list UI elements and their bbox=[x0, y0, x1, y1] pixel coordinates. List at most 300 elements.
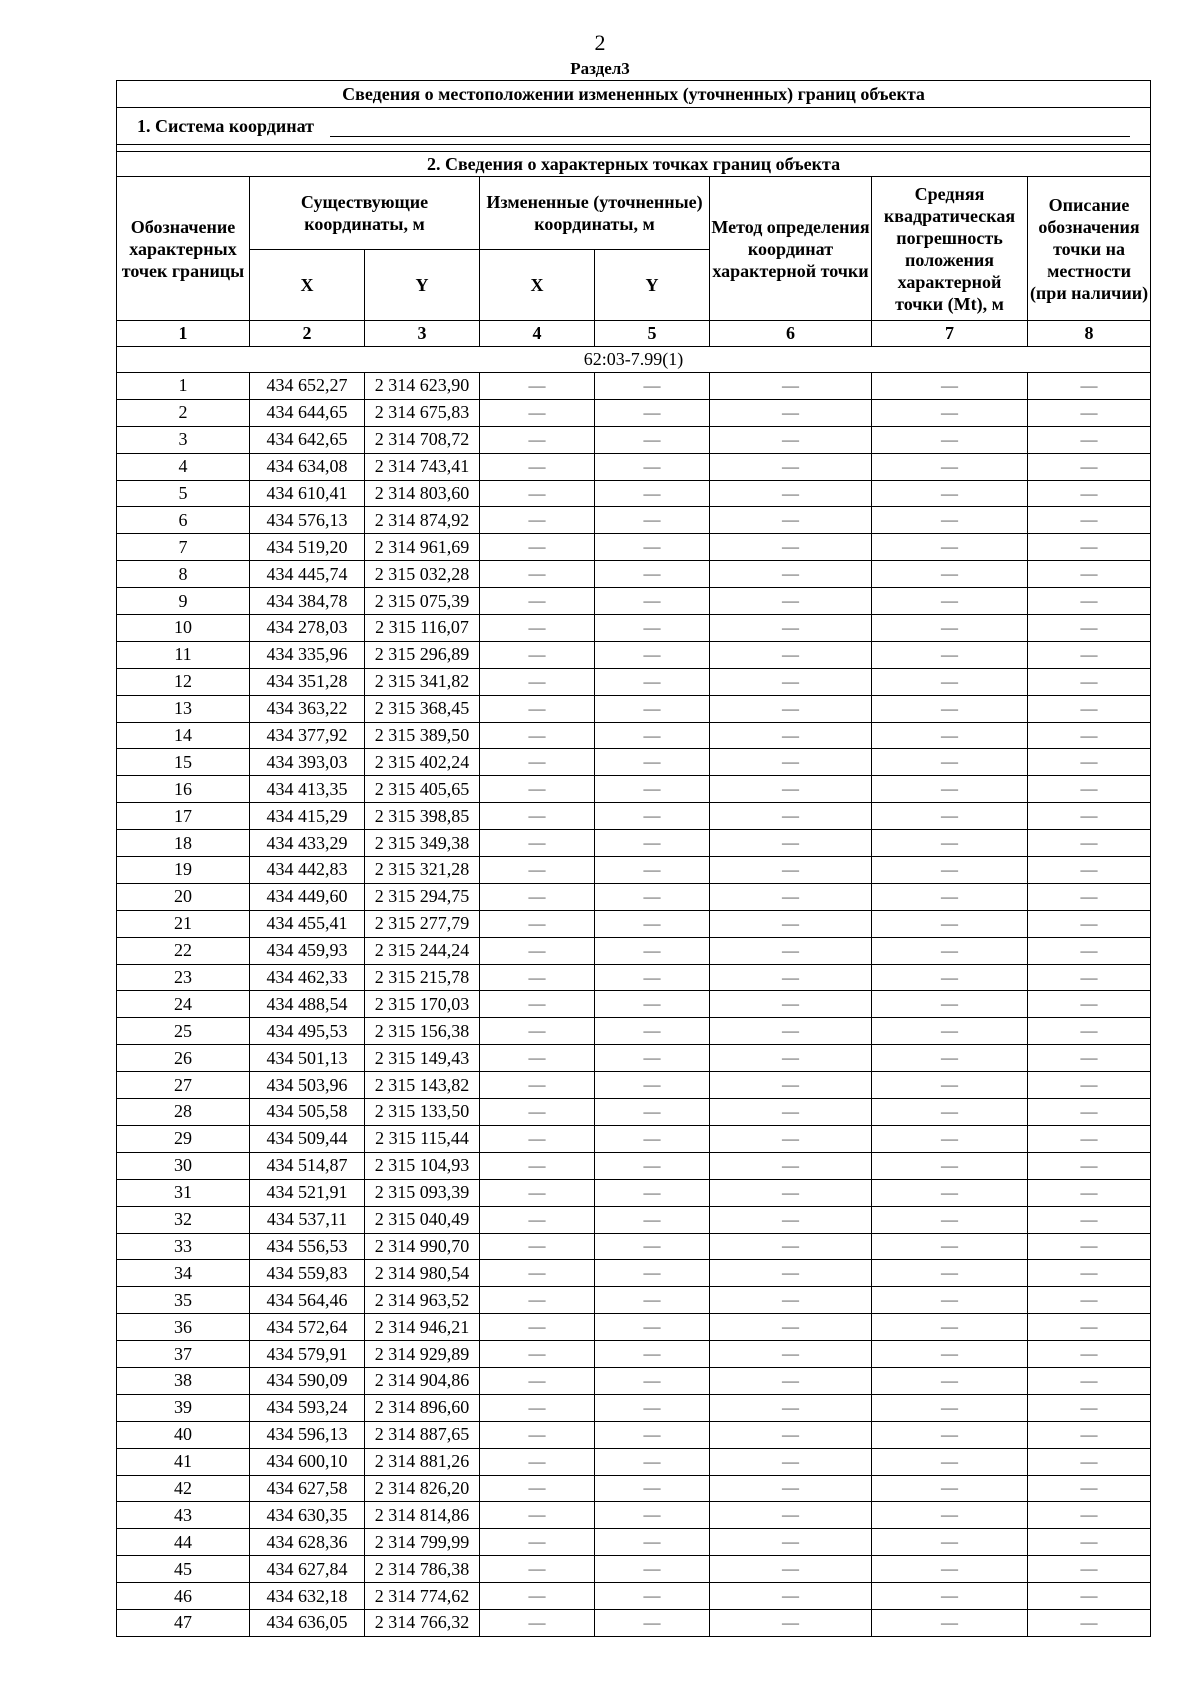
existing-x-cell: 434 278,03 bbox=[250, 615, 365, 642]
existing-x-cell: 434 634,08 bbox=[250, 453, 365, 480]
changed-y-cell: — bbox=[595, 1421, 710, 1448]
existing-x-cell: 434 393,03 bbox=[250, 749, 365, 776]
table-row bbox=[117, 561, 1151, 588]
changed-x-cell: — bbox=[480, 1233, 595, 1260]
existing-x-cell: 434 596,13 bbox=[250, 1421, 365, 1448]
method-cell: — bbox=[710, 937, 872, 964]
point-number-cell: 15 bbox=[117, 749, 250, 776]
coord-system-label: 1. Система координат bbox=[137, 115, 314, 136]
table-row bbox=[117, 1367, 1151, 1394]
table-row bbox=[117, 776, 1151, 803]
spacer-cell bbox=[117, 145, 1151, 152]
point-number-cell: 42 bbox=[117, 1475, 250, 1502]
changed-x-cell: — bbox=[480, 1206, 595, 1233]
changed-x-cell: — bbox=[480, 910, 595, 937]
changed-x-cell: — bbox=[480, 1099, 595, 1126]
description-cell: — bbox=[1028, 1394, 1151, 1421]
changed-x-cell: — bbox=[480, 1018, 595, 1045]
table-row bbox=[117, 1583, 1151, 1610]
existing-x-cell: 434 459,93 bbox=[250, 937, 365, 964]
point-number-cell: 21 bbox=[117, 910, 250, 937]
changed-y-cell: — bbox=[595, 1072, 710, 1099]
table-row bbox=[117, 1448, 1151, 1475]
table-row bbox=[117, 1394, 1151, 1421]
error-cell: — bbox=[872, 883, 1028, 910]
changed-y-cell: — bbox=[595, 1394, 710, 1421]
existing-x-cell: 434 632,18 bbox=[250, 1583, 365, 1610]
point-number-cell: 29 bbox=[117, 1125, 250, 1152]
existing-y-cell: 2 315 321,28 bbox=[365, 857, 480, 884]
error-cell: — bbox=[872, 507, 1028, 534]
method-cell: — bbox=[710, 399, 872, 426]
table-row bbox=[117, 749, 1151, 776]
existing-y-cell: 2 315 244,24 bbox=[365, 937, 480, 964]
changed-y-cell: — bbox=[595, 1367, 710, 1394]
method-cell: — bbox=[710, 1287, 872, 1314]
description-cell: — bbox=[1028, 749, 1151, 776]
changed-y-cell: — bbox=[595, 641, 710, 668]
table-row bbox=[117, 937, 1151, 964]
point-number-cell: 44 bbox=[117, 1529, 250, 1556]
column-number: 4 bbox=[480, 321, 595, 347]
changed-y-cell: — bbox=[595, 1018, 710, 1045]
changed-y-cell: — bbox=[595, 1502, 710, 1529]
changed-y-cell: — bbox=[595, 588, 710, 615]
table-row bbox=[117, 1233, 1151, 1260]
error-cell: — bbox=[872, 1045, 1028, 1072]
method-cell: — bbox=[710, 749, 872, 776]
existing-y-cell: 2 315 277,79 bbox=[365, 910, 480, 937]
table-row bbox=[117, 1045, 1151, 1072]
description-cell: — bbox=[1028, 1448, 1151, 1475]
method-cell: — bbox=[710, 1179, 872, 1206]
error-cell: — bbox=[872, 373, 1028, 400]
description-cell: — bbox=[1028, 588, 1151, 615]
changed-y-cell: — bbox=[595, 883, 710, 910]
changed-x-cell: — bbox=[480, 830, 595, 857]
existing-x-cell: 434 564,46 bbox=[250, 1287, 365, 1314]
method-cell: — bbox=[710, 1125, 872, 1152]
table-row bbox=[117, 507, 1151, 534]
error-cell: — bbox=[872, 1287, 1028, 1314]
existing-x-cell: 434 351,28 bbox=[250, 668, 365, 695]
changed-x-cell: — bbox=[480, 964, 595, 991]
existing-y-cell: 2 315 398,85 bbox=[365, 803, 480, 830]
changed-y-cell: — bbox=[595, 480, 710, 507]
column-number: 6 bbox=[710, 321, 872, 347]
existing-y-cell: 2 315 032,28 bbox=[365, 561, 480, 588]
description-cell: — bbox=[1028, 1045, 1151, 1072]
table-row bbox=[117, 1260, 1151, 1287]
changed-y-cell: — bbox=[595, 399, 710, 426]
method-cell: — bbox=[710, 776, 872, 803]
point-number-cell: 10 bbox=[117, 615, 250, 642]
table-row bbox=[117, 1018, 1151, 1045]
method-cell: — bbox=[710, 615, 872, 642]
description-cell: — bbox=[1028, 1018, 1151, 1045]
changed-x-cell: — bbox=[480, 776, 595, 803]
point-number-cell: 7 bbox=[117, 534, 250, 561]
boundary-table bbox=[116, 80, 1151, 1637]
existing-x-cell: 434 505,58 bbox=[250, 1099, 365, 1126]
header-changed-y: Y bbox=[595, 250, 710, 321]
description-cell: — bbox=[1028, 1179, 1151, 1206]
existing-x-cell: 434 442,83 bbox=[250, 857, 365, 884]
changed-x-cell: — bbox=[480, 1179, 595, 1206]
description-cell: — bbox=[1028, 910, 1151, 937]
point-number-cell: 35 bbox=[117, 1287, 250, 1314]
point-number-cell: 1 bbox=[117, 373, 250, 400]
description-cell: — bbox=[1028, 803, 1151, 830]
existing-x-cell: 434 384,78 bbox=[250, 588, 365, 615]
existing-y-cell: 2 315 294,75 bbox=[365, 883, 480, 910]
changed-y-cell: — bbox=[595, 722, 710, 749]
description-cell: — bbox=[1028, 857, 1151, 884]
existing-y-cell: 2 314 881,26 bbox=[365, 1448, 480, 1475]
existing-y-cell: 2 315 133,50 bbox=[365, 1099, 480, 1126]
changed-y-cell: — bbox=[595, 1206, 710, 1233]
existing-y-cell: 2 314 814,86 bbox=[365, 1502, 480, 1529]
error-cell: — bbox=[872, 399, 1028, 426]
method-cell: — bbox=[710, 1260, 872, 1287]
error-cell: — bbox=[872, 1556, 1028, 1583]
method-cell: — bbox=[710, 373, 872, 400]
description-cell: — bbox=[1028, 1072, 1151, 1099]
description-cell: — bbox=[1028, 1583, 1151, 1610]
point-number-cell: 41 bbox=[117, 1448, 250, 1475]
table-row bbox=[117, 991, 1151, 1018]
existing-y-cell: 2 314 874,92 bbox=[365, 507, 480, 534]
description-cell: — bbox=[1028, 776, 1151, 803]
description-cell: — bbox=[1028, 1556, 1151, 1583]
description-cell: — bbox=[1028, 695, 1151, 722]
header-changed-coords: Измененные (уточненные) координаты, м bbox=[480, 177, 710, 250]
changed-x-cell: — bbox=[480, 1394, 595, 1421]
description-cell: — bbox=[1028, 399, 1151, 426]
error-cell: — bbox=[872, 1179, 1028, 1206]
table-row bbox=[117, 695, 1151, 722]
changed-y-cell: — bbox=[595, 910, 710, 937]
column-number: 7 bbox=[872, 321, 1028, 347]
description-cell: — bbox=[1028, 1367, 1151, 1394]
error-cell: — bbox=[872, 776, 1028, 803]
method-cell: — bbox=[710, 1206, 872, 1233]
header-changed-x: X bbox=[480, 250, 595, 321]
table-row bbox=[117, 588, 1151, 615]
method-cell: — bbox=[710, 910, 872, 937]
table-row bbox=[117, 910, 1151, 937]
existing-y-cell: 2 315 368,45 bbox=[365, 695, 480, 722]
changed-x-cell: — bbox=[480, 426, 595, 453]
table-row bbox=[117, 1072, 1151, 1099]
description-cell: — bbox=[1028, 991, 1151, 1018]
changed-x-cell: — bbox=[480, 373, 595, 400]
table-row bbox=[117, 668, 1151, 695]
changed-y-cell: — bbox=[595, 1045, 710, 1072]
table-row bbox=[117, 480, 1151, 507]
point-number-cell: 23 bbox=[117, 964, 250, 991]
changed-y-cell: — bbox=[595, 1099, 710, 1126]
existing-y-cell: 2 314 708,72 bbox=[365, 426, 480, 453]
existing-y-cell: 2 314 887,65 bbox=[365, 1421, 480, 1448]
description-cell: — bbox=[1028, 964, 1151, 991]
existing-x-cell: 434 449,60 bbox=[250, 883, 365, 910]
table-row bbox=[117, 1206, 1151, 1233]
description-cell: — bbox=[1028, 722, 1151, 749]
changed-x-cell: — bbox=[480, 1421, 595, 1448]
method-cell: — bbox=[710, 722, 872, 749]
changed-y-cell: — bbox=[595, 668, 710, 695]
method-cell: — bbox=[710, 588, 872, 615]
table-row bbox=[117, 399, 1151, 426]
point-number-cell: 6 bbox=[117, 507, 250, 534]
error-cell: — bbox=[872, 1260, 1028, 1287]
existing-x-cell: 434 627,58 bbox=[250, 1475, 365, 1502]
point-number-cell: 27 bbox=[117, 1072, 250, 1099]
description-cell: — bbox=[1028, 1125, 1151, 1152]
point-number-cell: 36 bbox=[117, 1314, 250, 1341]
method-cell: — bbox=[710, 1609, 872, 1636]
method-cell: — bbox=[710, 1556, 872, 1583]
existing-x-cell: 434 503,96 bbox=[250, 1072, 365, 1099]
table-row bbox=[117, 1314, 1151, 1341]
existing-y-cell: 2 315 296,89 bbox=[365, 641, 480, 668]
existing-y-cell: 2 314 929,89 bbox=[365, 1341, 480, 1368]
existing-x-cell: 434 501,13 bbox=[250, 1045, 365, 1072]
changed-x-cell: — bbox=[480, 561, 595, 588]
method-cell: — bbox=[710, 1233, 872, 1260]
error-cell: — bbox=[872, 1314, 1028, 1341]
point-number-cell: 24 bbox=[117, 991, 250, 1018]
method-cell: — bbox=[710, 480, 872, 507]
point-number-cell: 22 bbox=[117, 937, 250, 964]
existing-y-cell: 2 315 143,82 bbox=[365, 1072, 480, 1099]
point-number-cell: 13 bbox=[117, 695, 250, 722]
error-cell: — bbox=[872, 1367, 1028, 1394]
existing-y-cell: 2 314 896,60 bbox=[365, 1394, 480, 1421]
error-cell: — bbox=[872, 910, 1028, 937]
existing-x-cell: 434 636,05 bbox=[250, 1609, 365, 1636]
table-row bbox=[117, 534, 1151, 561]
changed-y-cell: — bbox=[595, 830, 710, 857]
description-cell: — bbox=[1028, 937, 1151, 964]
method-cell: — bbox=[710, 507, 872, 534]
changed-y-cell: — bbox=[595, 1233, 710, 1260]
header-existing-x: X bbox=[250, 250, 365, 321]
table-row bbox=[117, 1152, 1151, 1179]
error-cell: — bbox=[872, 1448, 1028, 1475]
method-cell: — bbox=[710, 1152, 872, 1179]
changed-x-cell: — bbox=[480, 991, 595, 1018]
point-number-cell: 18 bbox=[117, 830, 250, 857]
changed-y-cell: — bbox=[595, 937, 710, 964]
error-cell: — bbox=[872, 1421, 1028, 1448]
error-cell: — bbox=[872, 695, 1028, 722]
error-cell: — bbox=[872, 803, 1028, 830]
existing-y-cell: 2 315 149,43 bbox=[365, 1045, 480, 1072]
existing-x-cell: 434 630,35 bbox=[250, 1502, 365, 1529]
point-number-cell: 33 bbox=[117, 1233, 250, 1260]
table-row bbox=[117, 426, 1151, 453]
changed-y-cell: — bbox=[595, 1260, 710, 1287]
error-cell: — bbox=[872, 1502, 1028, 1529]
existing-x-cell: 434 521,91 bbox=[250, 1179, 365, 1206]
existing-x-cell: 434 556,53 bbox=[250, 1233, 365, 1260]
method-cell: — bbox=[710, 534, 872, 561]
changed-x-cell: — bbox=[480, 1583, 595, 1610]
existing-x-cell: 434 488,54 bbox=[250, 991, 365, 1018]
existing-x-cell: 434 335,96 bbox=[250, 641, 365, 668]
changed-x-cell: — bbox=[480, 1072, 595, 1099]
method-cell: — bbox=[710, 883, 872, 910]
table-row bbox=[117, 641, 1151, 668]
changed-x-cell: — bbox=[480, 695, 595, 722]
changed-y-cell: — bbox=[595, 507, 710, 534]
changed-x-cell: — bbox=[480, 1502, 595, 1529]
table-row bbox=[117, 373, 1151, 400]
existing-y-cell: 2 314 803,60 bbox=[365, 480, 480, 507]
method-cell: — bbox=[710, 1367, 872, 1394]
error-cell: — bbox=[872, 937, 1028, 964]
existing-y-cell: 2 315 115,44 bbox=[365, 1125, 480, 1152]
table-row bbox=[117, 803, 1151, 830]
point-number-cell: 16 bbox=[117, 776, 250, 803]
existing-y-cell: 2 314 961,69 bbox=[365, 534, 480, 561]
description-cell: — bbox=[1028, 1260, 1151, 1287]
changed-y-cell: — bbox=[595, 1152, 710, 1179]
method-cell: — bbox=[710, 803, 872, 830]
section-label: Раздел3 bbox=[570, 59, 630, 78]
existing-x-cell: 434 628,36 bbox=[250, 1529, 365, 1556]
changed-x-cell: — bbox=[480, 1367, 595, 1394]
method-cell: — bbox=[710, 641, 872, 668]
description-cell: — bbox=[1028, 1314, 1151, 1341]
changed-y-cell: — bbox=[595, 1287, 710, 1314]
method-cell: — bbox=[710, 1018, 872, 1045]
method-cell: — bbox=[710, 453, 872, 480]
changed-y-cell: — bbox=[595, 991, 710, 1018]
description-cell: — bbox=[1028, 1421, 1151, 1448]
existing-y-cell: 2 314 980,54 bbox=[365, 1260, 480, 1287]
point-number-cell: 40 bbox=[117, 1421, 250, 1448]
existing-y-cell: 2 314 786,38 bbox=[365, 1556, 480, 1583]
existing-y-cell: 2 315 040,49 bbox=[365, 1206, 480, 1233]
existing-x-cell: 434 415,29 bbox=[250, 803, 365, 830]
header-description: Описание обозначения точки на местности (при наличии) bbox=[1028, 177, 1151, 321]
changed-x-cell: — bbox=[480, 1475, 595, 1502]
point-number-cell: 25 bbox=[117, 1018, 250, 1045]
changed-y-cell: — bbox=[595, 1448, 710, 1475]
point-number-cell: 45 bbox=[117, 1556, 250, 1583]
existing-x-cell: 434 593,24 bbox=[250, 1394, 365, 1421]
existing-y-cell: 2 315 349,38 bbox=[365, 830, 480, 857]
table-row bbox=[117, 1475, 1151, 1502]
existing-y-cell: 2 315 170,03 bbox=[365, 991, 480, 1018]
changed-x-cell: — bbox=[480, 1260, 595, 1287]
description-cell: — bbox=[1028, 480, 1151, 507]
existing-x-cell: 434 495,53 bbox=[250, 1018, 365, 1045]
changed-y-cell: — bbox=[595, 776, 710, 803]
coord-system-blank-line bbox=[330, 120, 1130, 137]
point-number-cell: 11 bbox=[117, 641, 250, 668]
method-cell: — bbox=[710, 1394, 872, 1421]
existing-y-cell: 2 314 990,70 bbox=[365, 1233, 480, 1260]
changed-y-cell: — bbox=[595, 426, 710, 453]
existing-x-cell: 434 572,64 bbox=[250, 1314, 365, 1341]
error-cell: — bbox=[872, 641, 1028, 668]
existing-y-cell: 2 315 215,78 bbox=[365, 964, 480, 991]
method-cell: — bbox=[710, 1475, 872, 1502]
changed-y-cell: — bbox=[595, 1314, 710, 1341]
changed-x-cell: — bbox=[480, 399, 595, 426]
method-cell: — bbox=[710, 1072, 872, 1099]
existing-x-cell: 434 579,91 bbox=[250, 1341, 365, 1368]
existing-y-cell: 2 315 402,24 bbox=[365, 749, 480, 776]
existing-x-cell: 434 610,41 bbox=[250, 480, 365, 507]
changed-x-cell: — bbox=[480, 883, 595, 910]
table-row bbox=[117, 1287, 1151, 1314]
table-row bbox=[117, 1099, 1151, 1126]
changed-y-cell: — bbox=[595, 1556, 710, 1583]
changed-y-cell: — bbox=[595, 857, 710, 884]
method-cell: — bbox=[710, 991, 872, 1018]
changed-x-cell: — bbox=[480, 1448, 595, 1475]
method-cell: — bbox=[710, 1448, 872, 1475]
description-cell: — bbox=[1028, 1152, 1151, 1179]
point-number-cell: 14 bbox=[117, 722, 250, 749]
error-cell: — bbox=[872, 1394, 1028, 1421]
changed-x-cell: — bbox=[480, 937, 595, 964]
description-cell: — bbox=[1028, 1502, 1151, 1529]
description-cell: — bbox=[1028, 534, 1151, 561]
method-cell: — bbox=[710, 426, 872, 453]
existing-x-cell: 434 652,27 bbox=[250, 373, 365, 400]
existing-y-cell: 2 314 963,52 bbox=[365, 1287, 480, 1314]
existing-y-cell: 2 315 156,38 bbox=[365, 1018, 480, 1045]
error-cell: — bbox=[872, 749, 1028, 776]
description-cell: — bbox=[1028, 1475, 1151, 1502]
table-row bbox=[117, 615, 1151, 642]
changed-y-cell: — bbox=[595, 453, 710, 480]
existing-y-cell: 2 315 075,39 bbox=[365, 588, 480, 615]
changed-x-cell: — bbox=[480, 453, 595, 480]
point-number-cell: 37 bbox=[117, 1341, 250, 1368]
existing-x-cell: 434 519,20 bbox=[250, 534, 365, 561]
description-cell: — bbox=[1028, 1341, 1151, 1368]
table-row bbox=[117, 1502, 1151, 1529]
existing-y-cell: 2 314 904,86 bbox=[365, 1367, 480, 1394]
point-number-cell: 46 bbox=[117, 1583, 250, 1610]
changed-x-cell: — bbox=[480, 588, 595, 615]
changed-x-cell: — bbox=[480, 1287, 595, 1314]
point-number-cell: 8 bbox=[117, 561, 250, 588]
table-row bbox=[117, 722, 1151, 749]
existing-x-cell: 434 644,65 bbox=[250, 399, 365, 426]
existing-x-cell: 434 445,74 bbox=[250, 561, 365, 588]
existing-y-cell: 2 314 826,20 bbox=[365, 1475, 480, 1502]
error-cell: — bbox=[872, 1529, 1028, 1556]
method-cell: — bbox=[710, 1099, 872, 1126]
description-cell: — bbox=[1028, 373, 1151, 400]
existing-x-cell: 434 559,83 bbox=[250, 1260, 365, 1287]
changed-y-cell: — bbox=[595, 803, 710, 830]
existing-y-cell: 2 315 405,65 bbox=[365, 776, 480, 803]
point-number-cell: 31 bbox=[117, 1179, 250, 1206]
table-row bbox=[117, 453, 1151, 480]
error-cell: — bbox=[872, 1475, 1028, 1502]
error-cell: — bbox=[872, 1152, 1028, 1179]
description-cell: — bbox=[1028, 1233, 1151, 1260]
